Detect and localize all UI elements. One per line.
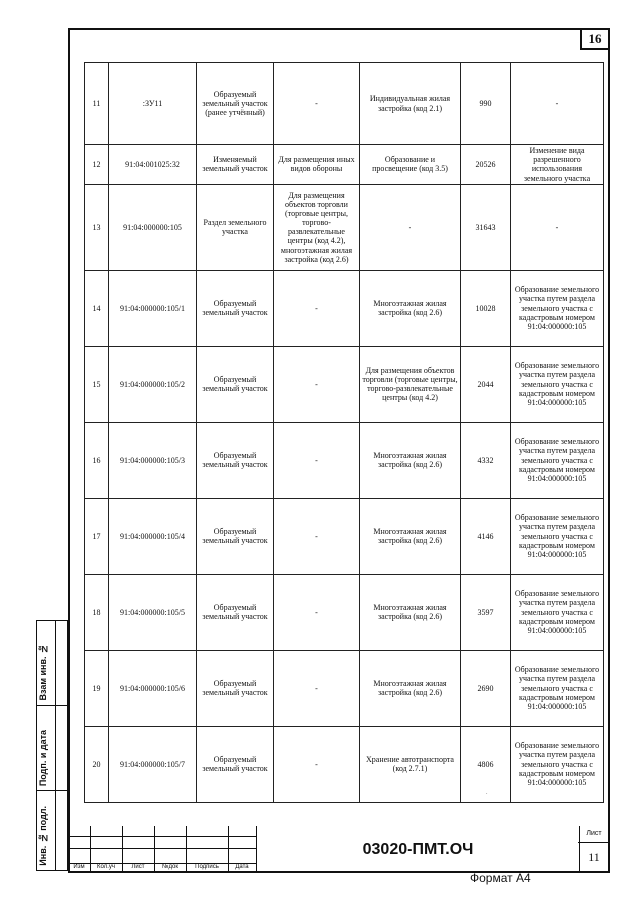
table-row [85,726,604,802]
cell-use-new: Образование и просвещение (код 3.5) [360,145,461,185]
cell-cadastral: 91:04:000000:105/5 [109,574,197,650]
table-row [85,145,604,185]
hdr-koluch: Кол.уч [97,864,115,870]
cell-status: Раздел земельного участка [197,184,274,270]
side-label-vzam: Взам инв. № [38,644,48,701]
cell-cadastral: 91:04:001025:32 [109,145,197,185]
cell-cadastral: 91:04:000000:105/3 [109,422,197,498]
cell-cadastral: 91:04:000000:105/6 [109,650,197,726]
hdr-ndok: №док [162,864,178,870]
cell-use-existing: - [274,422,360,498]
cell-cadastral: 91:04:000000:105/7 [109,726,197,802]
cell-use-existing: Для размещения объектов торговли (торговые центры, торгово-развлекательные центры (код 4.2), многоэтажная жилая застройка (код 2.6) [274,184,360,270]
table-row [85,422,604,498]
page-number-top: 16 [580,28,610,50]
cell-cadastral: 91:04:000000:105/2 [109,346,197,422]
cell-area: 2044 [461,346,511,422]
cell-cadastral: 91:04:000000:105/1 [109,270,197,346]
cell-status: Образуемый земельный участок [197,574,274,650]
cell-note: Образование земельного участка путем раздела земельного участка с кадастровым номером 91:04:000000:105 [511,270,604,346]
cell-use-new: Индивидуальная жилая застройка (код 2.1) [360,63,461,145]
side-stamp [36,620,68,871]
hdr-izm: Изм [73,864,85,870]
cell-cadastral: 91:04:000000:105/4 [109,498,197,574]
cell-area: 990 [461,63,511,145]
cell-use-new: Многоэтажная жилая застройка (код 2.6) [360,498,461,574]
hdr-podpis: Подпись [195,864,219,870]
revision-grid [68,826,256,873]
cell-area: 4806 [461,726,511,802]
cell-use-existing: - [274,63,360,145]
cell-use-new: - [360,184,461,270]
document-code: 03020-ПМТ.ОЧ [256,826,580,873]
cell-status: Образуемый земельный участок [197,422,274,498]
cell-note: Образование земельного участка путем раздела земельного участка с кадастровым номером 91:04:000000:105 [511,422,604,498]
cell-status: Образуемый земельный участок [197,726,274,802]
cell-status: Образуемый земельный участок [197,498,274,574]
table-row [85,184,604,270]
sheet-label: Лист [578,826,610,843]
cell-num: 16 [85,422,109,498]
table-row [85,574,604,650]
cell-num: 20 [85,726,109,802]
cell-use-new: Многоэтажная жилая застройка (код 2.6) [360,422,461,498]
land-plot-table [84,62,604,803]
cell-use-new: Многоэтажная жилая застройка (код 2.6) [360,650,461,726]
paper-format: Формат А4 [470,871,531,885]
cell-area: 3597 [461,574,511,650]
revision-headers [68,863,256,873]
cell-area: 4332 [461,422,511,498]
cell-cadastral: 91:04:000000:105 [109,184,197,270]
cell-num: 17 [85,498,109,574]
cell-note: - [511,63,604,145]
cell-status: Образуемый земельный участок (ранее утчённый) [197,63,274,145]
cell-cadastral: :ЗУ11 [109,63,197,145]
side-label-inv: Инв. № подл. [38,806,48,866]
cell-status: Образуемый земельный участок [197,346,274,422]
cell-use-new: Многоэтажная жилая застройка (код 2.6) [360,270,461,346]
cell-note: Образование земельного участка путем раздела земельного участка с кадастровым номером 91:04:000000:105 [511,650,604,726]
cell-note: Образование земельного участка путем раздела земельного участка с кадастровым номером 91:04:000000:105 [511,498,604,574]
cell-area: 31643 [461,184,511,270]
cell-note: Изменение вида разрешенного использования земельного участка [511,145,604,185]
cell-use-existing: - [274,574,360,650]
cell-use-new: Хранение автотранспорта (код 2.7.1) [360,726,461,802]
cell-status: Образуемый земельный участок [197,650,274,726]
side-cell-vzam [36,620,68,706]
table-row [85,63,604,145]
cell-use-existing: - [274,346,360,422]
cell-use-existing: - [274,270,360,346]
side-cell-inv [36,790,68,871]
cell-use-existing: - [274,650,360,726]
table-row [85,346,604,422]
cell-area: 10028 [461,270,511,346]
cell-status: Образуемый земельный участок [197,270,274,346]
stray-mark: . [486,790,488,796]
cell-num: 13 [85,184,109,270]
cell-use-new: Многоэтажная жилая застройка (код 2.6) [360,574,461,650]
cell-note: Образование земельного участка путем раздела земельного участка с кадастровым номером 91:04:000000:105 [511,574,604,650]
cell-use-existing: Для размещения иных видов обороны [274,145,360,185]
cell-note: - [511,184,604,270]
side-cell-podp [36,705,68,791]
cell-status: Изменяемый земельный участок [197,145,274,185]
cell-note: Образование земельного участка путем раздела земельного участка с кадастровым номером 91:04:000000:105 [511,726,604,802]
table-row [85,650,604,726]
table-row [85,270,604,346]
cell-use-existing: - [274,498,360,574]
cell-area: 2690 [461,650,511,726]
title-block [68,826,610,873]
hdr-data: Дата [235,864,249,870]
cell-num: 15 [85,346,109,422]
cell-num: 12 [85,145,109,185]
cell-num: 18 [85,574,109,650]
cell-area: 4146 [461,498,511,574]
cell-area: 20526 [461,145,511,185]
table-row [85,498,604,574]
hdr-list: Лист [131,864,145,870]
side-label-podp: Подп. и дата [38,729,48,786]
sheet-number: 11 [588,850,600,864]
cell-note: Образование земельного участка путем раздела земельного участка с кадастровым номером 91:04:000000:105 [511,346,604,422]
cell-num: 19 [85,650,109,726]
cell-num: 14 [85,270,109,346]
cell-use-existing: - [274,726,360,802]
cell-use-new: Для размещения объектов торговли (торговые центры, торгово-развлекательные центры (код 4.2) [360,346,461,422]
cell-num: 11 [85,63,109,145]
